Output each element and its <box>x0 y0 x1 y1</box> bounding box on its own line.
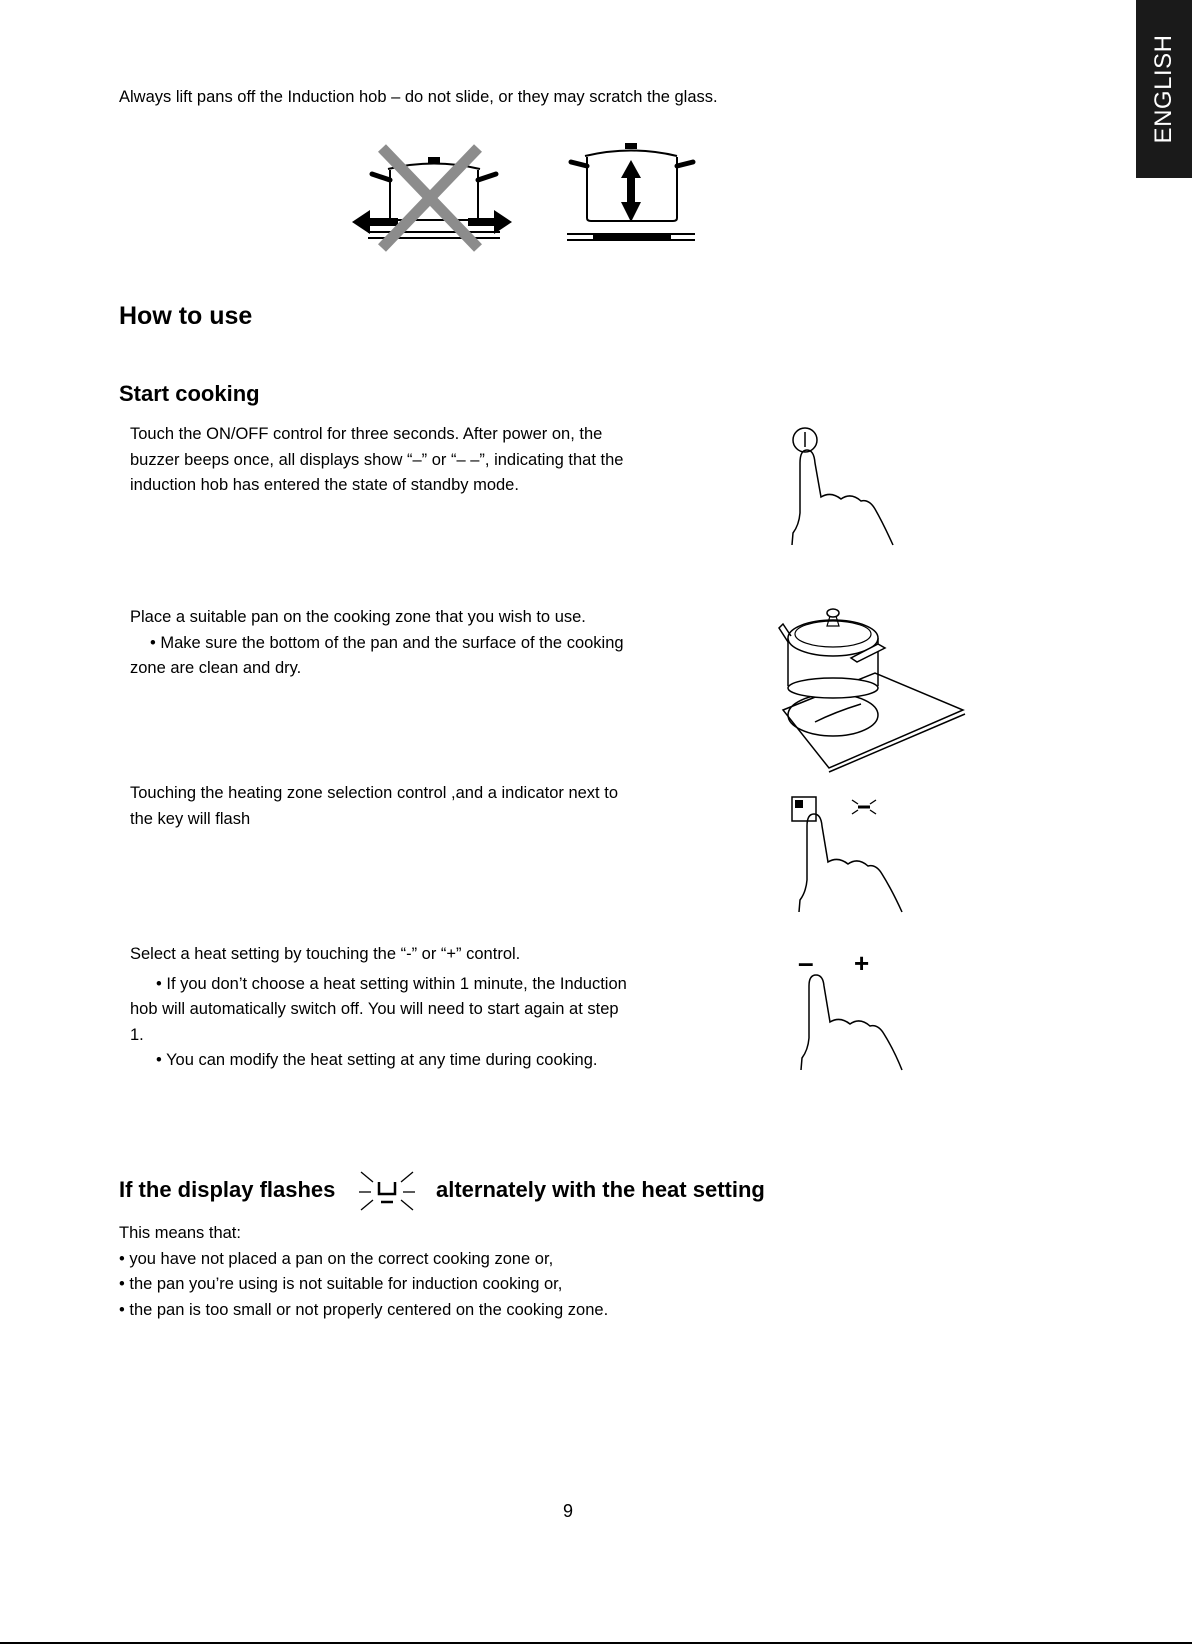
flash-bullet: • the pan is too small or not properly centered on the cooking zone. <box>119 1300 609 1319</box>
flash-title-before: If the display flashes <box>119 1177 336 1202</box>
finger-minus-plus-icon <box>790 970 915 1075</box>
flash-title <box>119 1170 879 1220</box>
step3-line: the key will flash <box>130 809 251 828</box>
step1-line: induction hob has entered the state of standby mode. <box>130 476 519 494</box>
page-bottom-rule <box>0 1642 1192 1644</box>
start-cooking-title: Start cooking <box>119 381 260 406</box>
step1-text <box>130 422 690 499</box>
language-tab-label: ENGLISH <box>1150 34 1177 144</box>
flash-title-after: alternately with the heat setting <box>436 1177 765 1202</box>
flash-intro: This means that: <box>119 1224 241 1242</box>
flash-bullet: • you have not placed a pan on the correct cooking zone or, <box>119 1249 554 1268</box>
step4-bullet: • If you don’t choose a heat setting within 1 minute, the Induction <box>156 974 627 993</box>
plus-symbol: + <box>854 948 870 978</box>
finger-power-icon <box>785 425 900 550</box>
page-number: 9 <box>562 1501 573 1521</box>
step2-line: Place a suitable pan on the cooking zone that you wish to use. <box>130 608 586 626</box>
step4-line: hob will automatically switch off. You will need to start again at step <box>130 1000 619 1018</box>
step2-bullet: • Make sure the bottom of the pan and the surface of the cooking <box>150 633 624 652</box>
minus-symbol: – <box>798 947 814 978</box>
pan-lift-arrow-icon <box>565 140 700 245</box>
step3-text <box>130 781 690 832</box>
display-flash-u-icon <box>357 1170 419 1216</box>
pan-slide-crossed-icon <box>350 140 520 255</box>
step4-text <box>130 942 690 1074</box>
flash-explanation <box>119 1221 819 1323</box>
flash-bullet: • the pan you’re using is not suitable for induction cooking or, <box>119 1275 563 1293</box>
section-title: How to use <box>119 302 253 330</box>
language-tab <box>1136 0 1192 178</box>
intro-text: Always lift pans off the Induction hob – do not slide, or they may scratch the glass. <box>119 88 718 106</box>
step4-line: Select a heat setting by touching the “-” or “+” control. <box>130 945 521 963</box>
finger-zone-select-icon <box>790 790 915 920</box>
step3-line: Touching the heating zone selection control ,and a indicator next to <box>130 784 618 802</box>
pan-on-hob-icon <box>775 600 970 775</box>
step2-text <box>130 605 690 682</box>
step1-line: buzzer beeps once, all displays show “–” or “– –”, indicating that the <box>130 450 624 469</box>
step1-line: Touch the ON/OFF control for three seconds. After power on, the <box>130 425 603 443</box>
step2-line: zone are clean and dry. <box>130 659 302 677</box>
step4-line: 1. <box>130 1025 144 1044</box>
step4-bullet: • You can modify the heat setting at any time during cooking. <box>156 1051 598 1069</box>
